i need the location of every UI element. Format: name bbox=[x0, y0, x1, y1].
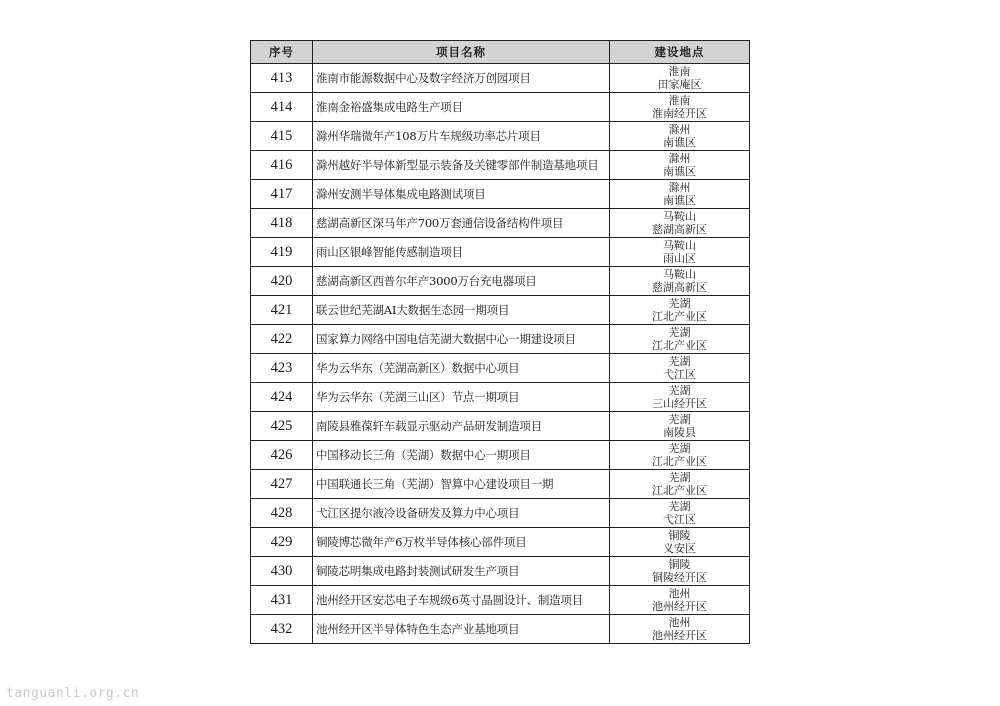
location-district: 弋江区 bbox=[663, 513, 696, 526]
table-row bbox=[251, 151, 750, 180]
location-city: 芜湖 bbox=[668, 384, 691, 397]
cell-project-name: 国家算力网络中国电信芜湖大数据中心一期建设项目 bbox=[313, 325, 610, 354]
cell-location bbox=[610, 499, 750, 528]
location-district: 慈湖高新区 bbox=[652, 223, 707, 236]
table-row bbox=[251, 586, 750, 615]
location-city: 芜湖 bbox=[668, 471, 691, 484]
location-city: 马鞍山 bbox=[663, 268, 696, 281]
cell-location bbox=[610, 122, 750, 151]
cell-serial-number: 413 bbox=[251, 64, 313, 93]
cell-project-name: 淮南金裕盛集成电路生产项目 bbox=[313, 93, 610, 122]
location-district: 南谯区 bbox=[663, 194, 696, 207]
cell-project-name: 淮南市能源数据中心及数字经济万创园项目 bbox=[313, 64, 610, 93]
cell-serial-number: 431 bbox=[251, 586, 313, 615]
location-city: 芜湖 bbox=[668, 500, 691, 513]
location-district: 三山经开区 bbox=[652, 397, 707, 410]
cell-project-name: 南陵县雅葆轩车载显示驱动产品研发制造项目 bbox=[313, 412, 610, 441]
cell-location bbox=[610, 528, 750, 557]
table-body bbox=[251, 64, 750, 644]
cell-location bbox=[610, 180, 750, 209]
cell-serial-number: 418 bbox=[251, 209, 313, 238]
header-location: 建设地点 bbox=[610, 41, 750, 64]
location-district: 池州经开区 bbox=[652, 629, 707, 642]
table-row bbox=[251, 325, 750, 354]
location-district: 江北产业区 bbox=[652, 339, 707, 352]
cell-location bbox=[610, 412, 750, 441]
cell-serial-number: 414 bbox=[251, 93, 313, 122]
location-city: 滁州 bbox=[668, 152, 691, 165]
cell-project-name: 雨山区银峰智能传感制造项目 bbox=[313, 238, 610, 267]
cell-project-name: 中国移动长三角（芜湖）数据中心一期项目 bbox=[313, 441, 610, 470]
cell-serial-number: 422 bbox=[251, 325, 313, 354]
cell-location bbox=[610, 557, 750, 586]
location-district: 田家庵区 bbox=[657, 78, 702, 91]
cell-location bbox=[610, 151, 750, 180]
location-district: 雨山区 bbox=[663, 252, 696, 265]
cell-location bbox=[610, 615, 750, 644]
cell-location bbox=[610, 93, 750, 122]
location-city: 芜湖 bbox=[668, 326, 691, 339]
cell-serial-number: 427 bbox=[251, 470, 313, 499]
location-city: 芜湖 bbox=[668, 413, 691, 426]
cell-location bbox=[610, 296, 750, 325]
cell-project-name: 池州经开区半导体特色生态产业基地项目 bbox=[313, 615, 610, 644]
location-district: 铜陵经开区 bbox=[652, 571, 707, 584]
location-district: 弋江区 bbox=[663, 368, 696, 381]
location-district: 南谯区 bbox=[663, 165, 696, 178]
location-city: 淮南 bbox=[668, 65, 691, 78]
cell-project-name: 华为云华东（芜湖高新区）数据中心项目 bbox=[313, 354, 610, 383]
table-row bbox=[251, 354, 750, 383]
location-district: 池州经开区 bbox=[652, 600, 707, 613]
table-row bbox=[251, 557, 750, 586]
location-district: 淮南经开区 bbox=[652, 107, 707, 120]
table-row bbox=[251, 383, 750, 412]
cell-serial-number: 415 bbox=[251, 122, 313, 151]
cell-serial-number: 421 bbox=[251, 296, 313, 325]
watermark-text: tanguanli.org.cn bbox=[6, 686, 140, 701]
table-row bbox=[251, 93, 750, 122]
cell-project-name: 池州经开区安芯电子车规级6英寸晶圆设计、制造项目 bbox=[313, 586, 610, 615]
location-district: 义安区 bbox=[663, 542, 696, 555]
table-row bbox=[251, 441, 750, 470]
header-project-name: 项目名称 bbox=[313, 41, 610, 64]
table-row bbox=[251, 180, 750, 209]
location-city: 池州 bbox=[668, 616, 691, 629]
cell-location bbox=[610, 238, 750, 267]
location-district: 江北产业区 bbox=[652, 310, 707, 323]
cell-location bbox=[610, 209, 750, 238]
table-row bbox=[251, 238, 750, 267]
cell-project-name: 滁州华瑞微年产108万片车规级功率芯片项目 bbox=[313, 122, 610, 151]
table-row bbox=[251, 528, 750, 557]
table-row bbox=[251, 267, 750, 296]
cell-serial-number: 428 bbox=[251, 499, 313, 528]
table-row bbox=[251, 64, 750, 93]
location-city: 芜湖 bbox=[668, 442, 691, 455]
cell-project-name: 慈湖高新区西普尔年产3000万台充电器项目 bbox=[313, 267, 610, 296]
cell-serial-number: 426 bbox=[251, 441, 313, 470]
cell-project-name: 铜陵芯明集成电路封装测试研发生产项目 bbox=[313, 557, 610, 586]
cell-project-name: 滁州越好半导体新型显示装备及关键零部件制造基地项目 bbox=[313, 151, 610, 180]
table-row bbox=[251, 412, 750, 441]
location-city: 滁州 bbox=[668, 181, 691, 194]
location-city: 马鞍山 bbox=[663, 239, 696, 252]
cell-location bbox=[610, 383, 750, 412]
header-serial-number: 序号 bbox=[251, 41, 313, 64]
cell-serial-number: 419 bbox=[251, 238, 313, 267]
cell-serial-number: 429 bbox=[251, 528, 313, 557]
location-district: 慈湖高新区 bbox=[652, 281, 707, 294]
location-district: 江北产业区 bbox=[652, 455, 707, 468]
cell-project-name: 弋江区提尔液冷设备研发及算力中心项目 bbox=[313, 499, 610, 528]
cell-location bbox=[610, 586, 750, 615]
project-table bbox=[250, 40, 750, 644]
location-city: 芜湖 bbox=[668, 297, 691, 310]
cell-serial-number: 425 bbox=[251, 412, 313, 441]
location-city: 淮南 bbox=[668, 94, 691, 107]
location-city: 铜陵 bbox=[668, 529, 691, 542]
table-row bbox=[251, 209, 750, 238]
header-row bbox=[251, 41, 750, 64]
location-district: 南陵县 bbox=[663, 426, 696, 439]
cell-project-name: 滁州安测半导体集成电路测试项目 bbox=[313, 180, 610, 209]
table-row bbox=[251, 122, 750, 151]
cell-serial-number: 420 bbox=[251, 267, 313, 296]
cell-project-name: 铜陵博芯微年产6万枚半导体核心部件项目 bbox=[313, 528, 610, 557]
cell-location bbox=[610, 267, 750, 296]
table-row bbox=[251, 296, 750, 325]
cell-location bbox=[610, 441, 750, 470]
table-row bbox=[251, 499, 750, 528]
cell-serial-number: 417 bbox=[251, 180, 313, 209]
table-header bbox=[251, 41, 750, 64]
cell-serial-number: 423 bbox=[251, 354, 313, 383]
cell-location bbox=[610, 325, 750, 354]
location-district: 江北产业区 bbox=[652, 484, 707, 497]
location-city: 滁州 bbox=[668, 123, 691, 136]
location-district: 南谯区 bbox=[663, 136, 696, 149]
cell-serial-number: 430 bbox=[251, 557, 313, 586]
cell-project-name: 中国联通长三角（芜湖）智算中心建设项目一期 bbox=[313, 470, 610, 499]
location-city: 池州 bbox=[668, 587, 691, 600]
cell-location bbox=[610, 470, 750, 499]
location-city: 马鞍山 bbox=[663, 210, 696, 223]
cell-project-name: 联云世纪芜湖AI大数据生态园一期项目 bbox=[313, 296, 610, 325]
cell-location bbox=[610, 354, 750, 383]
cell-serial-number: 432 bbox=[251, 615, 313, 644]
cell-serial-number: 424 bbox=[251, 383, 313, 412]
table-row bbox=[251, 615, 750, 644]
location-city: 芜湖 bbox=[668, 355, 691, 368]
cell-project-name: 慈湖高新区深马年产700万套通信设备结构件项目 bbox=[313, 209, 610, 238]
cell-project-name: 华为云华东（芜湖三山区）节点一期项目 bbox=[313, 383, 610, 412]
location-city: 铜陵 bbox=[668, 558, 691, 571]
table-row bbox=[251, 470, 750, 499]
cell-serial-number: 416 bbox=[251, 151, 313, 180]
cell-location bbox=[610, 64, 750, 93]
